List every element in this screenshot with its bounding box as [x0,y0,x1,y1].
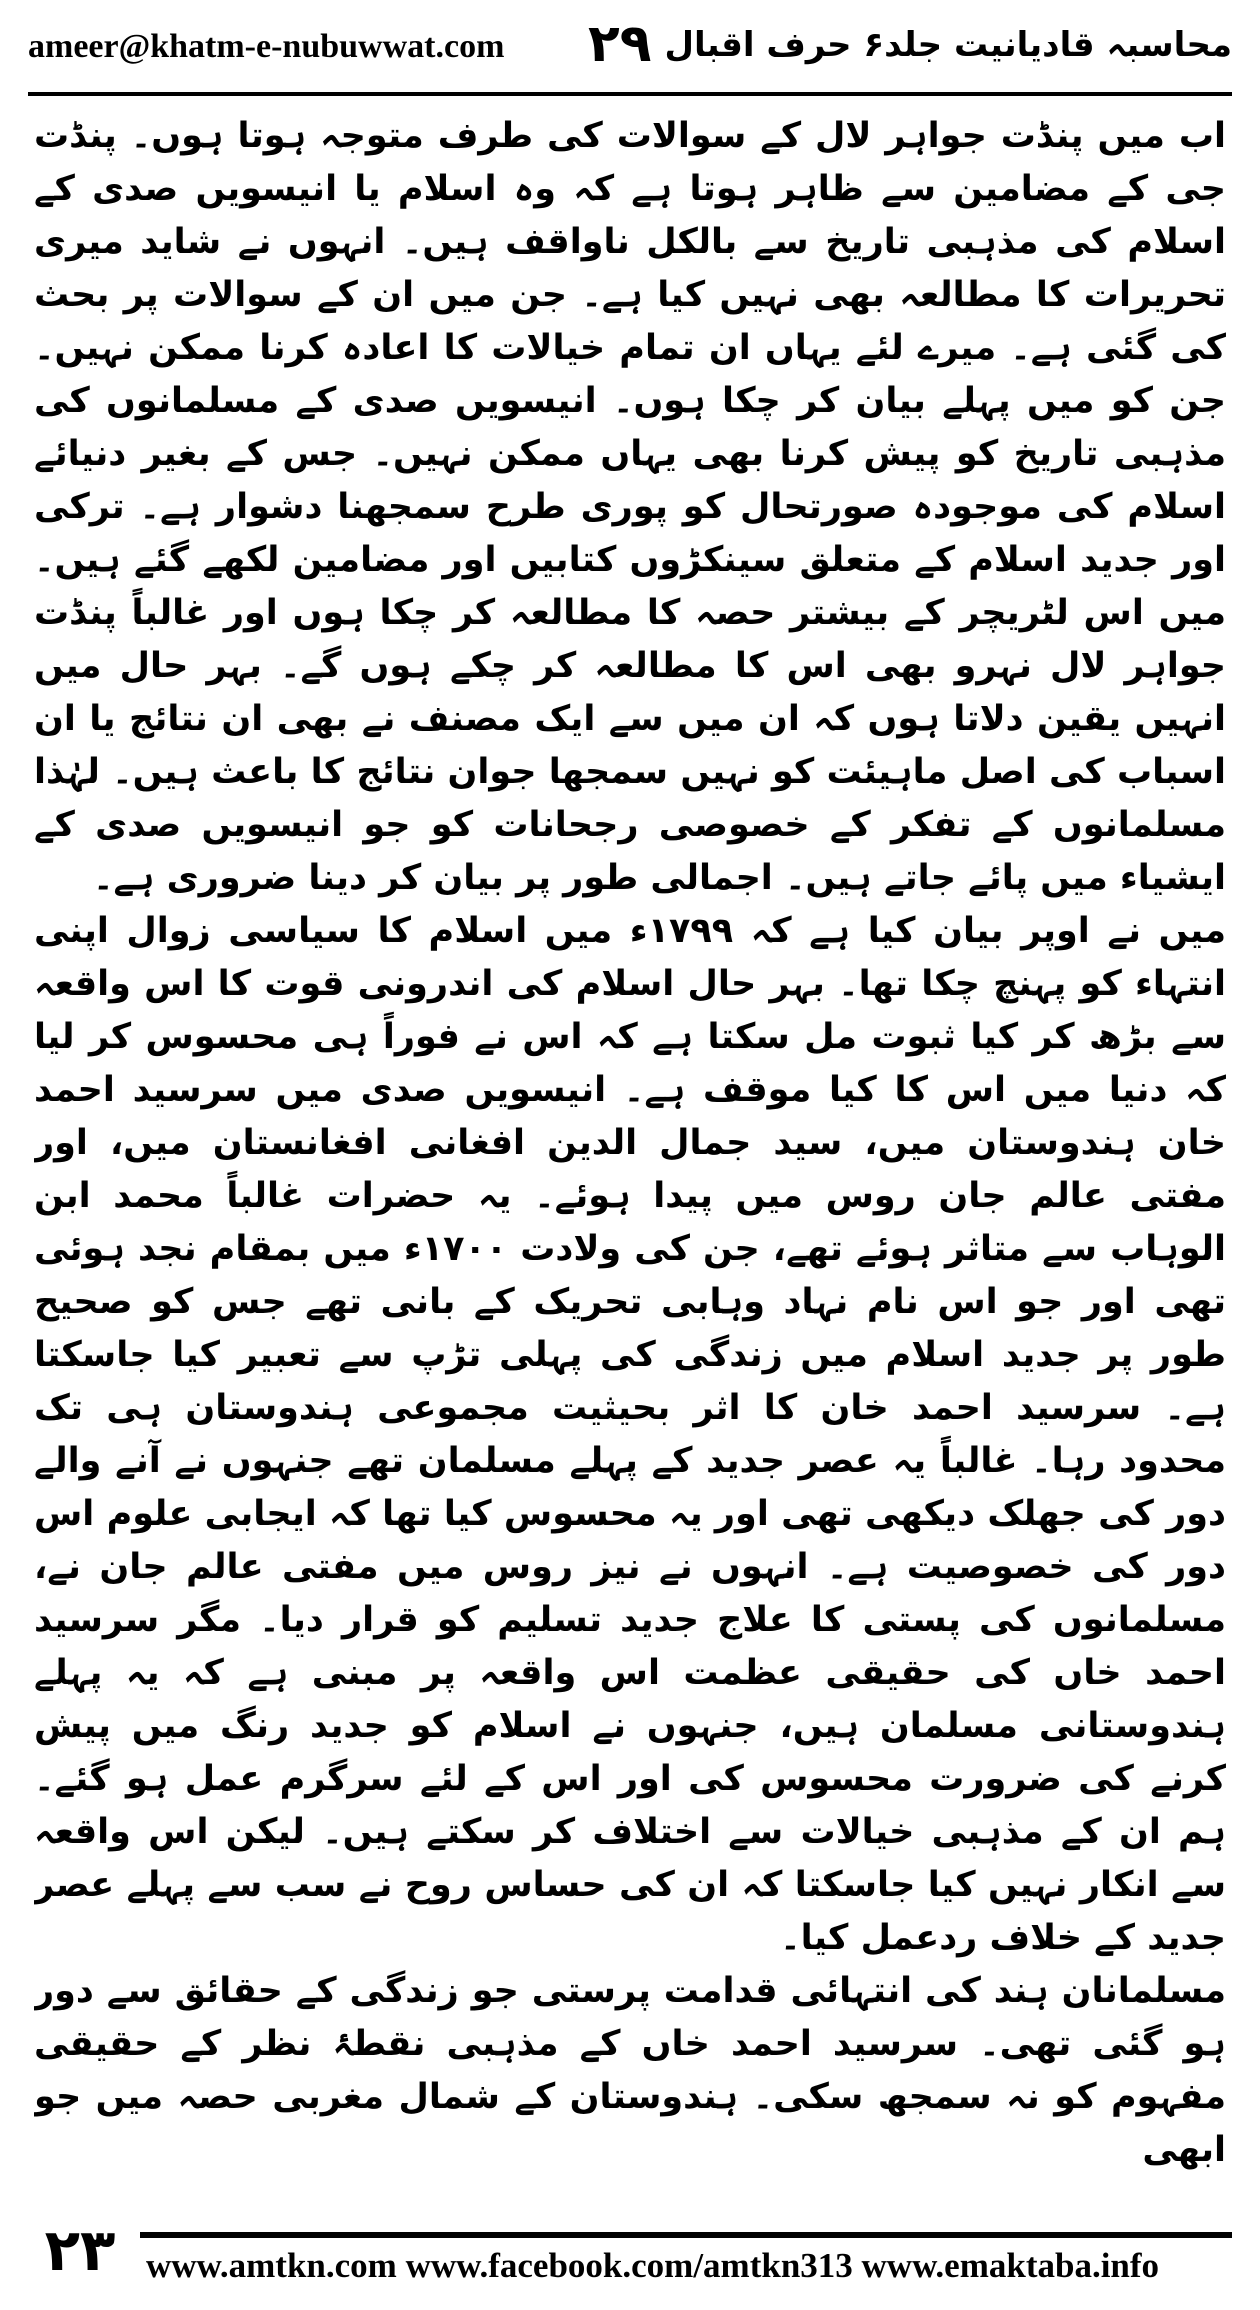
page-body [34,110,1226,2180]
header-title: محاسبہ قادیانیت جلد۶ حرف اقبال [664,25,1232,65]
header-divider [28,92,1232,96]
paragraph: مسلمانان ہند کی انتہائی قدامت پرستی جو زندگی کے حقائق سے دور ہو گئی تھی۔ سرسید احمد خاں کے مذہبی نقطۂ نظر کے حقیقی مفہوم کو نہ سمجھ سکی۔ ہندوستان کے شمال مغربی حصہ میں جو ابھی [34,1971,1226,2170]
paragraph: میں نے اوپر بیان کیا ہے کہ ۱۷۹۹ء میں اسلام کا سیاسی زوال اپنی انتہاء کو پہنچ چکا تھا۔ بہر حال اسلام کی اندرونی قوت کا اس واقعہ سے بڑھ کر کیا ثبوت مل سکتا ہے کہ اس نے فوراً ہی محسوس کر لیا کہ دنیا میں اس کا کیا موقف ہے۔ انیسویں صدی میں سرسید احمد خان ہندوستان میں، سید جمال الدین افغانی افغانستان میں، اور مفتی عالم جان روس میں پیدا ہوئے۔ یہ حضرات غالباً محمد ابن الوہاب سے متاثر ہوئے تھے، جن کی ولادت ۱۷۰۰ء میں بمقام نجد ہوئی تھی اور جو اس نام نہاد وہابی تحریک کے بانی تھے جس کو صحیح طور پر جدید اسلام میں زندگی کی پہلی تڑپ سے تعبیر کیا جاسکتا ہے۔ سرسید احمد خان کا اثر بحیثیت مجموعی ہندوستان ہی تک محدود رہا۔ غالباً یہ عصر جدید کے پہلے مسلمان تھے جنہوں نے آنے والے دور کی جھلک دیکھی تھی اور یہ محسوس کیا تھا کہ ایجابی علوم اس دور کی خصوصیت ہے۔ انہوں نے نیز روس میں مفتی عالم جان نے، مسلمانوں کی پستی کا علاج جدید تسلیم کو قرار دیا۔ مگر سرسید احمد خاں کی حقیقی عظمت اس واقعہ پر مبنی ہے کہ یہ پہلے ہندوستانی مسلمان ہیں، جنہوں نے اسلام کو جدید رنگ میں پیش کرنے کی ضرورت محسوس کی اور اس کے لئے سرگرم عمل ہو گئے۔ ہم ان کے مذہبی خیالات سے اختلاف کر سکتے ہیں۔ لیکن اس واقعہ سے انکار نہیں کیا جاسکتا کہ ان کی حساس روح نے سب سے پہلے عصر جدید کے خلاف ردعمل کیا۔ [34,911,1226,1958]
page-header [28,14,1232,88]
header-page-number: ۲۹ [588,14,652,74]
footer-links: www.amtkn.com www.facebook.com/amtkn313 www.emaktaba.info [146,2246,1160,2285]
header-email: ameer@khatm-e-nubuwwat.com [28,28,505,65]
footer-divider [28,2232,1232,2238]
footer-page-number: ۲۳ [20,2210,140,2290]
paragraph: اب میں پنڈت جواہر لال کے سوالات کی طرف متوجہ ہوتا ہوں۔ پنڈت جی کے مضامین سے ظاہر ہوتا ہے کہ وہ اسلام یا انیسویں صدی کے اسلام کی مذہبی تاریخ سے بالکل ناواقف ہیں۔ انہوں نے شاید میری تحریرات کا مطالعہ بھی نہیں کیا ہے۔ جن میں ان کے سوالات پر بحث کی گئی ہے۔ میرے لئے یہاں ان تمام خیالات کا اعادہ کرنا ممکن نہیں۔ جن کو میں پہلے بیان کر چکا ہوں۔ انیسویں صدی کے مسلمانوں کی مذہبی تاریخ کو پیش کرنا بھی یہاں ممکن نہیں۔ جس کے بغیر دنیائے اسلام کی موجودہ صورتحال کو پوری طرح سمجھنا دشوار ہے۔ ترکی اور جدید اسلام کے متعلق سینکڑوں کتابیں اور مضامین لکھے گئے ہیں۔ میں اس لٹریچر کے بیشتر حصہ کا مطالعہ کر چکا ہوں اور غالباً پنڈت جواہر لال نہرو بھی اس کا مطالعہ کر چکے ہوں گے۔ بہر حال میں انہیں یقین دلاتا ہوں کہ ان میں سے ایک مصنف نے بھی ان نتائج یا ان اسباب کی اصل ماہیئت کو نہیں سمجھا جوان نتائج کا باعث ہیں۔ لہٰذا مسلمانوں کے تفکر کے خصوصی رجحانات کو جو انیسویں صدی کے ایشیاء میں پائے جاتے ہیں۔ اجمالی طور پر بیان کر دینا ضروری ہے۔ [34,116,1226,898]
